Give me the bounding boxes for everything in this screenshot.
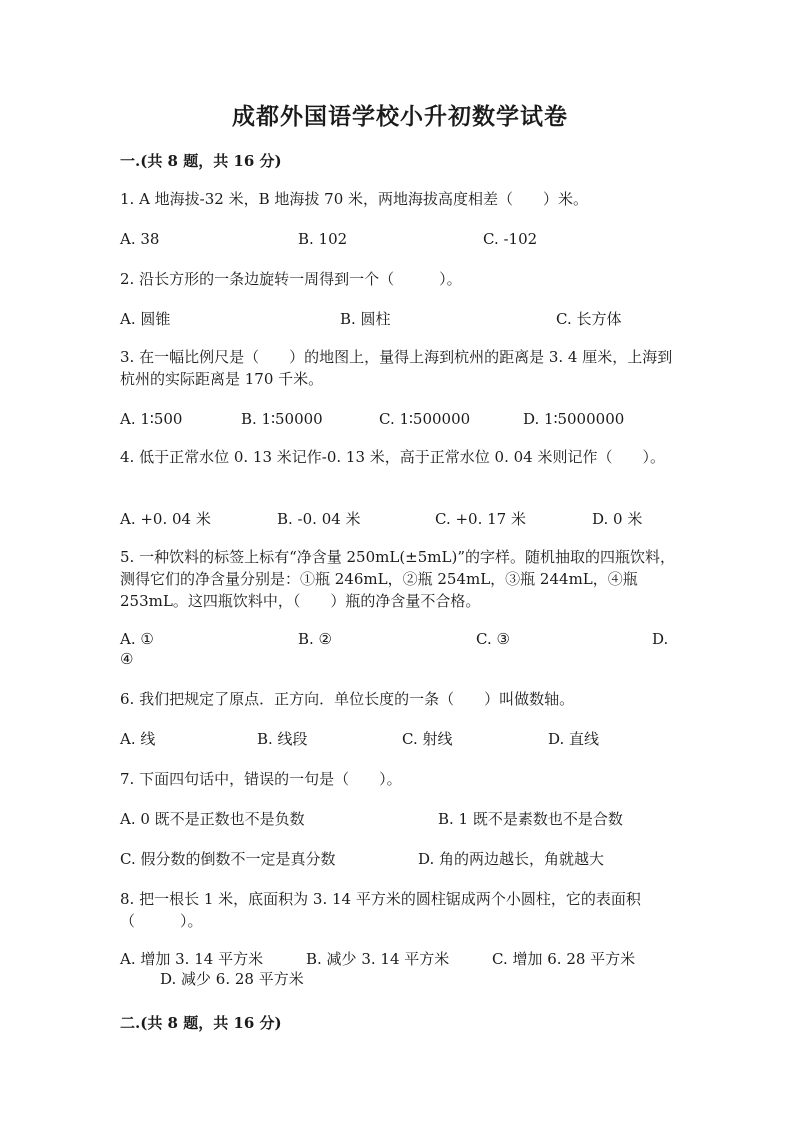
question-5: 5. 一种饮料的标签上标有“净含量 250mL(±5mL)”的字样。随机抽取的四瓶饮料，测得它们的净含量分别是：①瓶 246mL，②瓶 254mL，③瓶 244mL，④瓶 253mL。这四瓶饮料中，（ ）瓶的净含量不合格。 bbox=[120, 548, 676, 610]
q5-option-a[interactable]: A. ① bbox=[120, 630, 154, 648]
q4-option-a[interactable]: A. +0. 04 米 bbox=[120, 510, 211, 528]
q2-option-a[interactable]: A. 圆锥 bbox=[120, 310, 171, 328]
page-title: 成都外国语学校小升初数学试卷 bbox=[232, 103, 568, 130]
q3-option-c[interactable]: C. 1∶500000 bbox=[379, 410, 471, 428]
section-heading-2: 二.(共 8 题，共 16 分) bbox=[120, 1014, 282, 1032]
q7-option-d[interactable]: D. 角的两边越长，角就越大 bbox=[418, 850, 605, 868]
q3-option-a[interactable]: A. 1∶500 bbox=[120, 410, 183, 428]
q4-option-d[interactable]: D. 0 米 bbox=[592, 510, 643, 528]
q6-option-c[interactable]: C. 射线 bbox=[402, 730, 453, 748]
q8-option-d[interactable]: D. 减少 6. 28 平方米 bbox=[160, 970, 304, 988]
q8-option-a[interactable]: A. 增加 3. 14 平方米 bbox=[120, 950, 264, 968]
question-1: 1. A 地海拔-32 米，B 地海拔 70 米，两地海拔高度相差（ ）米。 bbox=[120, 190, 589, 208]
q4-option-b[interactable]: B. -0. 04 米 bbox=[277, 510, 361, 528]
q1-option-c[interactable]: C. -102 bbox=[483, 230, 538, 248]
section-heading-1: 一.(共 8 题，共 16 分) bbox=[120, 152, 282, 170]
question-6: 6. 我们把规定了原点．正方向．单位长度的一条（ ）叫做数轴。 bbox=[120, 690, 575, 708]
question-2: 2. 沿长方形的一条边旋转一周得到一个（ ）。 bbox=[120, 270, 462, 288]
q6-option-a[interactable]: A. 线 bbox=[120, 730, 156, 748]
q7-option-c[interactable]: C. 假分数的倒数不一定是真分数 bbox=[120, 850, 336, 868]
q2-option-b[interactable]: B. 圆柱 bbox=[340, 310, 391, 328]
q7-option-b[interactable]: B. 1 既不是素数也不是合数 bbox=[438, 810, 623, 828]
q6-option-d[interactable]: D. 直线 bbox=[548, 730, 600, 748]
question-7: 7. 下面四句话中，错误的一句是（ ）。 bbox=[120, 770, 402, 788]
q8-option-b[interactable]: B. 减少 3. 14 平方米 bbox=[306, 950, 450, 968]
q5-option-c[interactable]: C. ③ bbox=[476, 630, 510, 648]
question-4: 4. 低于正常水位 0. 13 米记作-0. 13 米，高于正常水位 0. 04 米则记作（ ）。 bbox=[120, 448, 665, 466]
q5-option-d-value: ④ bbox=[120, 650, 134, 668]
q6-option-b[interactable]: B. 线段 bbox=[257, 730, 308, 748]
q1-option-a[interactable]: A. 38 bbox=[120, 230, 160, 248]
question-3: 3. 在一幅比例尺是（ ）的地图上，量得上海到杭州的距离是 3. 4 厘米，上海到杭州的实际距离是 170 千米。 bbox=[120, 348, 673, 388]
q1-option-b[interactable]: B. 102 bbox=[298, 230, 348, 248]
q5-option-d[interactable]: D. bbox=[652, 630, 669, 648]
question-8: 8. 把一根长 1 米，底面积为 3. 14 平方米的圆柱锯成两个小圆柱，它的表面积（ ）。 bbox=[120, 890, 641, 930]
q3-option-b[interactable]: B. 1∶50000 bbox=[241, 410, 323, 428]
q5-option-b[interactable]: B. ② bbox=[298, 630, 333, 648]
q4-option-c[interactable]: C. +0. 17 米 bbox=[435, 510, 526, 528]
q8-option-c[interactable]: C. 增加 6. 28 平方米 bbox=[492, 950, 636, 968]
q2-option-c[interactable]: C. 长方体 bbox=[556, 310, 622, 328]
q7-option-a[interactable]: A. 0 既不是正数也不是负数 bbox=[120, 810, 305, 828]
q3-option-d[interactable]: D. 1∶5000000 bbox=[523, 410, 625, 428]
